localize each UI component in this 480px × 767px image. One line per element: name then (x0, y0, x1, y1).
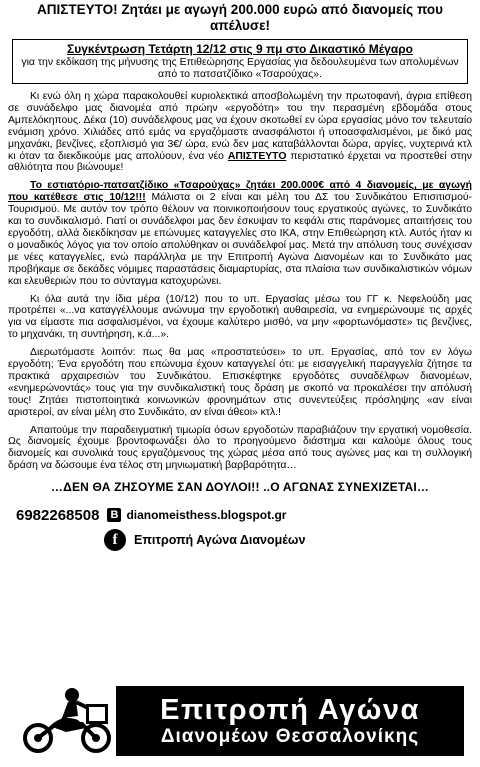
flyer-page (0, 2, 480, 767)
motorcycle-courier-logo (16, 686, 116, 756)
banner-line-2: Διανομέων Θεσσαλονίκης (160, 726, 420, 747)
blogger-icon: B (107, 508, 121, 522)
facebook-icon: f (104, 529, 126, 551)
footer-banner (16, 686, 464, 756)
paragraph-4: Διερωτόμαστε λοιπόν: πως θα μας «προστατεύσει» το υπ. Εργασίας, από τον εν λόγω εργοδότη; Ένα εργοδότη που επώνυμα έχουν καταγγελεί ότι: με εισαγγελική παραγγελία ζήτησε τα πρακτικά αρχαιρεσιών του Συνδικάτου. Επισκέφτηκε εργοδότες συναδέλφων διανομέων, «ενημερώνοντάς» τους για την συνδικαλιστική τους δράση με σκοπό να προκαλέσει την απόλυσή τους! Ζητάει πιστοποιητικά κοινωνικών φρονημάτων στις συνεντεύξεις πρόσληψης «αν είναι αριστεροί, αν είναι μέλη στο Συνδικάτο, αν είναι άθεοι» κτλ.! (8, 347, 472, 418)
contact-row (8, 504, 472, 526)
paragraph-3: Κι όλα αυτά την ίδια μέρα (10/12) που το υπ. Εργασίας μέσω του ΓΓ κ. Νεφελούδη μας προτρέπει «...να καταγγέλλουμε ανώνυμα την εργοδοτική αυθαιρεσία, να ενημερώνουμε τις αρχές για να είμαστε πια ασφαλισμένοι, να έχουμε καλύτερο μισθό, να μην «φορτωνόμαστε» τις βενζίνες, το μηχανάκι, τη συντήρηση, κ.ά...». (8, 293, 472, 341)
paragraph-1 (8, 91, 472, 174)
announcement-title: Συγκέντρωση Τετάρτη 12/12 στις 9 πμ στο Δικαστικό Μέγαρο (67, 42, 413, 56)
banner-title-box (116, 686, 464, 756)
paragraph-2-title: Το εστιατόριο-πατσατζίδικο «Τσαρούχας» ζητάει 200.000€ από 4 διανομείς, με αγωγή που κατέθεσε στις 10/12!!! (8, 180, 472, 204)
paragraph-1-text: Κι ενώ όλη η χώρα παρακολουθεί κυριολεκτικά αποσβολωμένη την πρωτοφανή, άγρια επίθεση σε συνάδελφο μας διανομέα από πρώην «εργοδότη» του την περασμένη εβδομάδα στους Αμπελόκηπους. Δέκα (10) συνάδελφους μας να έχουν σκοτωθεί εν ώρα εργασίας μόνο τον τελευταίο ενάμιση χρόνο. Χιλιάδες από εμάς να εργαζόμαστε ανασφάλιστοι ή υποασφαλισμένοι, με δικό μας μηχανάκι, βενζίνες, εξοπλισμό για 3€/ ώρα, ενώ δεν μας καταβάλλονται δώρα, αργίες, νυχτερινά κτλ κι όταν τα διεκδικούμε μας απολύουν, ένα νέο (8, 91, 472, 162)
paragraph-5: Απαιτούμε την παραδειγματική τιμωρία όσων εργοδοτών παραβιάζουν την εργατική νομοθεσία. Ως διανομείς έχουμε βροντοφωνάξει όλο το προηγούμενο διάστημα και καλούμε όλους τους διανομείς και συνολικά τους εργαζόμενους της χώρας μέσα από τους αγώνες μας και τη συλλογική δράση να δώσουμε ένα τέλος στη μηνιωματική βαρβαρότητα… (8, 424, 472, 472)
banner-line-1: Επιτροπή Αγώνα (160, 694, 420, 726)
paragraph-1-emphasis: ΑΠΙΣΤΕΥΤΟ (227, 150, 287, 162)
slogan: …ΔΕΝ ΘΑ ΖΗΣΟΥΜΕ ΣΑΝ ΔΟΥΛΟΙ!! ..Ο ΑΓΩΝΑΣ ΣΥΝΕΧΙΖΕΤΑΙ… (50, 480, 430, 495)
facebook-row (8, 526, 472, 554)
announcement-subtitle: για την εκδίκαση της μήνυσης της Επιθεώρησης Εργασίας για δεδουλευμένα των απολυμένων από το πατσατζίδικο «Τσαρούχας». (21, 56, 459, 80)
paragraph-2 (8, 180, 472, 287)
announcement-box (12, 39, 468, 84)
headline: ΑΠΙΣΤΕΥΤΟ! Ζητάει με αγωγή 200.000 ευρώ από διανομείς που απέλυσε! (36, 2, 444, 33)
paragraph-2-text: Μάλιστα οι 2 είναι και μέλη του ΔΣ του Συνδικάτου Επισιτισμού-Τουρισμού. Με αυτόν τον τρόπο θέλουν να ποινικοποιήσουν τους εργατικούς αγώνες, το Συνδικάτο και το συνδικαλισμό. Γιατί οι συνάδελφοι μας δεν έσκυψαν το κεφάλι στις παράνομες απαιτήσεις του εργοδότη, αλλά διεκδίκησαν με επώνυμες καταγγελίες στο ΙΚΑ, στην Επιθεώρηση κτλ. Αυτός ήταν κι ο μοναδικός λόγος για τον οποίο απολύθηκαν οι συνάδελφοί μας. Μετά την απόλυση τους συνέχισαν με νέες καταγγελίες, ενώ παράλληλα με την Επιτροπή Αγώνα Διανομέων και το Συνδικάτο μας προβήκαμε σε δεκάδες νόμιμες παραστάσεις διαμαρτυρίας, στα πλαίσια των συνδικαλιστικών νόμων και ελευθεριών που το σύνταγμα κατοχυρώνει. (8, 192, 472, 287)
blog-link[interactable]: dianomeisthess.blogspot.gr (126, 508, 287, 523)
facebook-page-label[interactable]: Επιτροπή Αγώνα Διανομέων (134, 533, 306, 548)
phone-number: 6982268508 (16, 506, 100, 524)
paragraph-1-end: περιστατικό έρχεται να προστεθεί στην αθλιότητα που βιώνουμε! (8, 150, 472, 174)
